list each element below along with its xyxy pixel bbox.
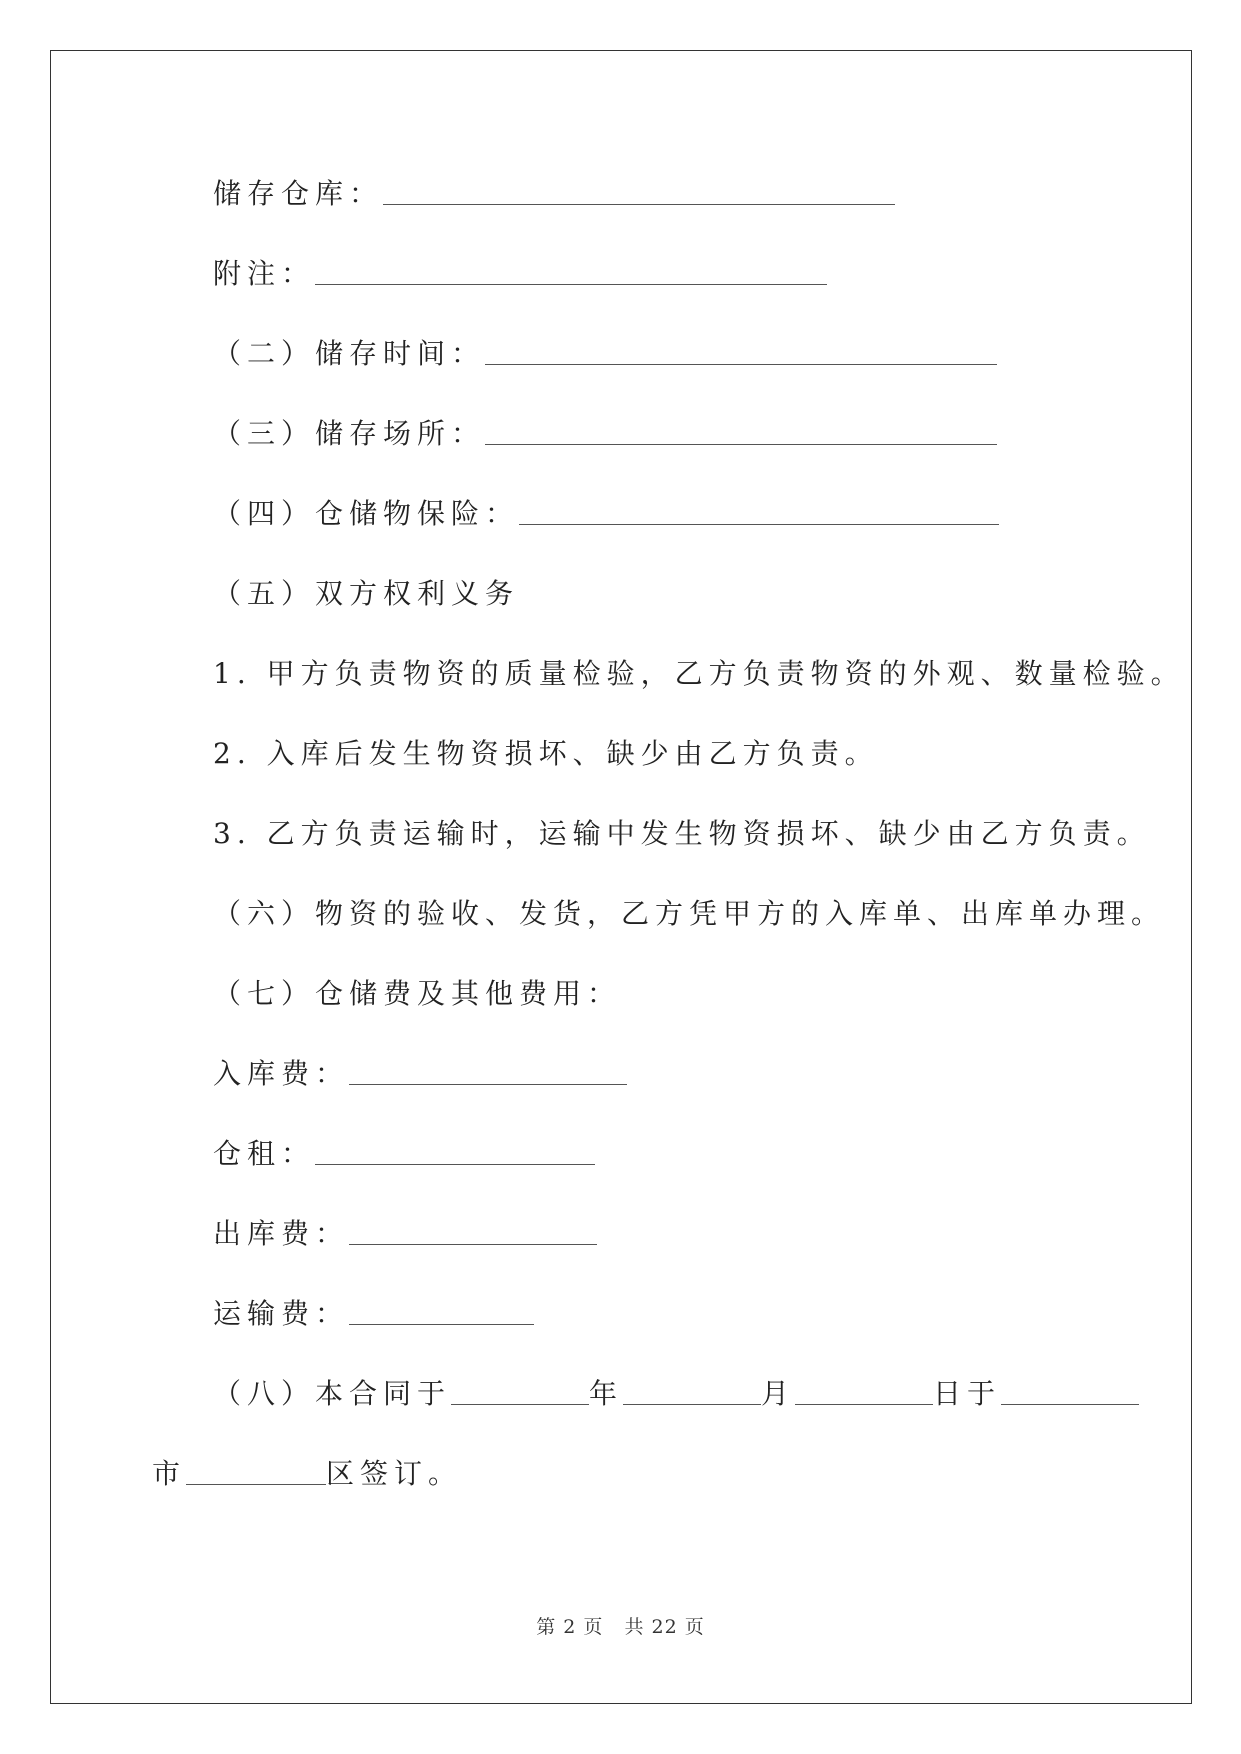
clause-3: 3. 乙方负责运输时，运输中发生物资损坏、缺少由乙方负责。 (213, 817, 1151, 850)
transport-fee-blank[interactable] (349, 1304, 534, 1325)
year-label: 年 (589, 1377, 624, 1410)
acceptance-clause: （六）物资的验收、发货，乙方凭甲方的入库单、出库单办理。 (213, 897, 1166, 930)
clause-2: 2. 入库后发生物资损坏、缺少由乙方负责。 (213, 737, 879, 770)
signing-day-blank[interactable] (795, 1384, 933, 1405)
inbound-fee-blank[interactable] (349, 1064, 627, 1085)
signing-place-blank[interactable] (1001, 1384, 1139, 1405)
day-label: 日于 (933, 1377, 1002, 1410)
signing-month-blank[interactable] (623, 1384, 761, 1405)
signing-date-line (213, 1374, 1139, 1414)
remarks-line (213, 254, 827, 294)
outbound-fee-blank[interactable] (349, 1224, 597, 1245)
storage-time-line (213, 334, 997, 374)
inbound-fee-label: 入库费： (213, 1057, 350, 1090)
fees-heading: （七）仓储费及其他费用： (213, 977, 622, 1010)
remarks-label: 附注： (213, 257, 316, 290)
storage-place-blank[interactable] (485, 424, 997, 445)
rent-label: 仓租： (213, 1137, 316, 1170)
remarks-blank[interactable] (315, 264, 827, 285)
city-label: 市 (152, 1457, 187, 1490)
insurance-line (213, 494, 999, 534)
storage-time-label: （二）储存时间： (213, 337, 486, 370)
inbound-fee-line (213, 1054, 627, 1094)
month-label: 月 (761, 1377, 796, 1410)
transport-fee-line (213, 1294, 534, 1334)
page-number: 第 2 页 (536, 1616, 604, 1638)
page-footer (0, 1612, 1241, 1639)
storage-place-line (213, 414, 997, 454)
storage-warehouse-line (213, 174, 895, 214)
insurance-blank[interactable] (519, 504, 999, 525)
storage-place-label: （三）储存场所： (213, 417, 486, 450)
storage-warehouse-blank[interactable] (383, 184, 895, 205)
page-total: 共 22 页 (624, 1616, 705, 1638)
rent-line (213, 1134, 595, 1174)
transport-fee-label: 运输费： (213, 1297, 350, 1330)
signing-intro: （八）本合同于 (213, 1377, 452, 1410)
outbound-fee-line (213, 1214, 597, 1254)
signing-year-blank[interactable] (451, 1384, 589, 1405)
clause-1: 1. 甲方负责物资的质量检验，乙方负责物资的外观、数量检验。 (213, 657, 1185, 690)
district-label: 区签订。 (326, 1457, 463, 1490)
rights-heading: （五）双方权利义务 (213, 577, 520, 610)
storage-time-blank[interactable] (485, 344, 997, 365)
outbound-fee-label: 出库费： (213, 1217, 350, 1250)
city-blank[interactable] (186, 1464, 326, 1485)
storage-warehouse-label: 储存仓库： (213, 177, 384, 210)
signing-location-line (152, 1454, 462, 1494)
rent-blank[interactable] (315, 1144, 595, 1165)
insurance-label: （四）仓储物保险： (213, 497, 520, 530)
